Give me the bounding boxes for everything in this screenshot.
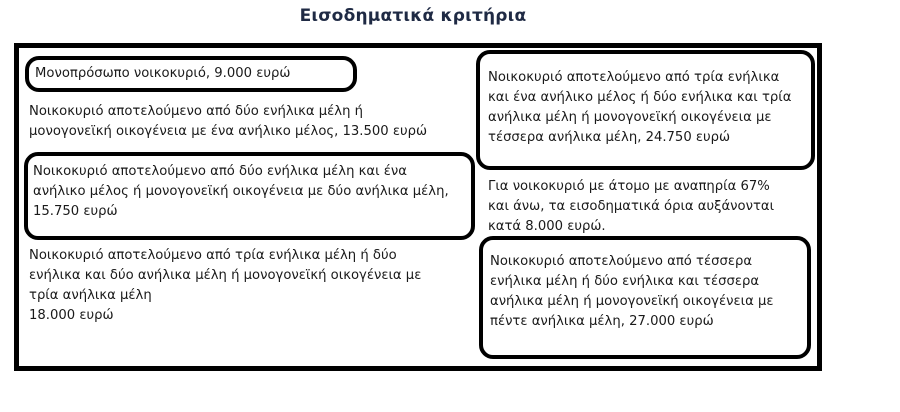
criterion-line: 15.750 ευρώ — [33, 204, 118, 219]
page-title: Εισοδηματικά κριτήρια — [299, 6, 527, 26]
criterion-line: ανήλικα μέλη ή μονογονεϊκή οικογένεια με — [488, 110, 772, 125]
criterion-four-adults — [479, 236, 811, 359]
criterion-line: Για νοικοκυριό με άτομο με αναπηρία 67% — [488, 179, 770, 194]
criterion-single-person — [25, 56, 357, 92]
criterion-three-adults — [29, 246, 479, 326]
criterion-line: τρία ανήλικα μέλη — [29, 288, 152, 303]
criterion-line: ανήλικο μέλος ή μονογονεϊκή οικογένεια με δύο ανήλικα μέλη, — [33, 184, 449, 199]
criterion-line: Νοικοκυριό αποτελούμενο από τέσσερα — [490, 254, 753, 269]
criterion-disability-note — [488, 177, 808, 237]
criteria-frame — [14, 43, 822, 371]
criterion-line: τέσσερα ανήλικα μέλη, 24.750 ευρώ — [488, 130, 731, 145]
criterion-three-adults-one-minor — [476, 50, 815, 170]
criterion-line: και ένα ανήλικο μέλος ή δύο ενήλικα και τρία — [488, 90, 792, 105]
criterion-two-adults-one-minor — [24, 152, 475, 240]
criterion-line: Νοικοκυριό αποτελούμενο από τρία ενήλικα μέλη ή δύο — [29, 248, 397, 263]
criterion-line: και άνω, τα εισοδηματικά όρια αυξάνονται — [488, 199, 775, 214]
criterion-line: μονογονεϊκή οικογένεια με ένα ανήλικο μέλος, 13.500 ευρώ — [29, 124, 428, 139]
criterion-line: ανήλικα μέλη ή μονογονεϊκή οικογένεια με — [490, 294, 774, 309]
criterion-line: Μονοπρόσωπο νοικοκυριό, 9.000 ευρώ — [35, 66, 291, 81]
criterion-line: Νοικοκυριό αποτελούμενο από δύο ενήλικα μέλη ή — [29, 104, 364, 119]
criterion-line: 18.000 ευρώ — [29, 308, 114, 323]
criterion-line: κατά 8.000 ευρώ. — [488, 219, 606, 234]
criterion-line: ενήλικα μέλη ή δύο ενήλικα και τέσσερα — [490, 274, 760, 289]
criterion-two-adults — [29, 102, 479, 142]
criterion-line: πέντε ανήλικα μέλη, 27.000 ευρώ — [490, 314, 714, 329]
criterion-line: ενήλικα και δύο ανήλικα μέλη ή μονογονεϊκή οικογένεια με — [29, 268, 422, 283]
criterion-line: Νοικοκυριό αποτελούμενο από τρία ενήλικα — [488, 70, 780, 85]
criterion-line: Νοικοκυριό αποτελούμενο από δύο ενήλικα μέλη και ένα — [33, 164, 407, 179]
